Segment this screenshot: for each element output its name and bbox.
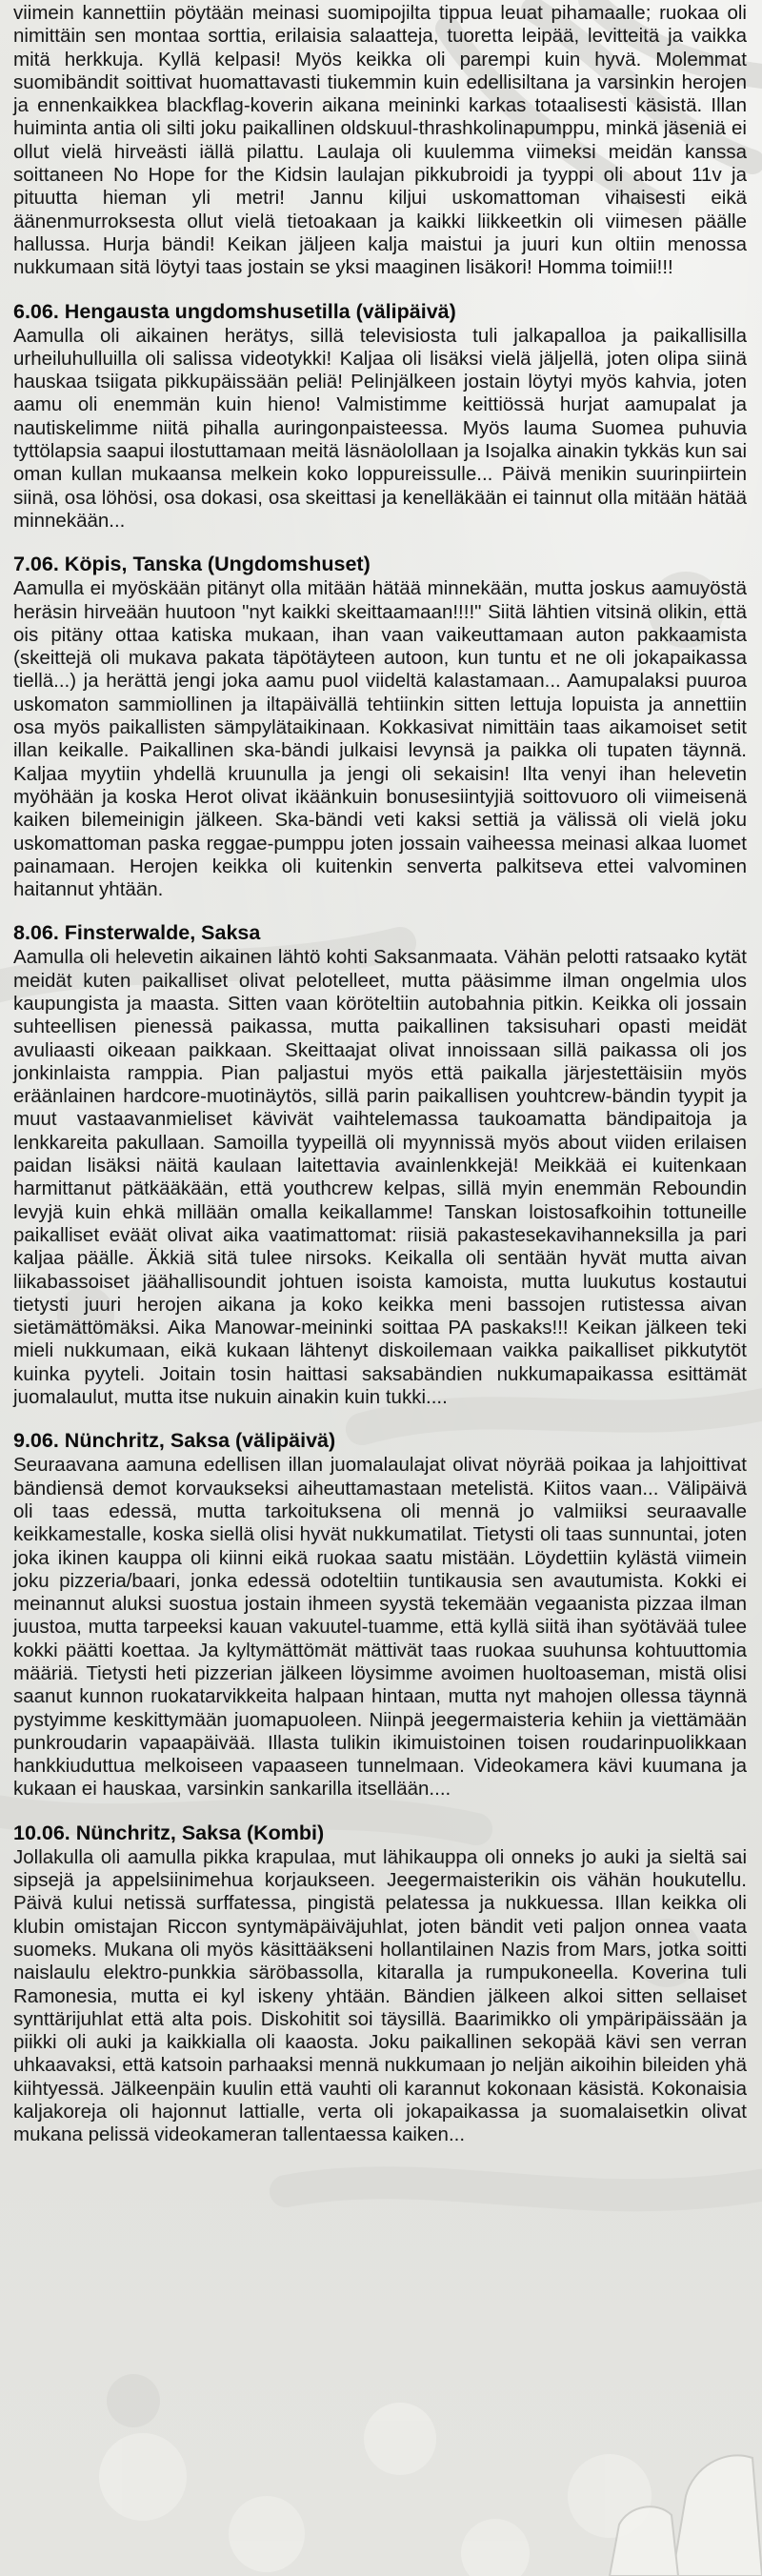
diary-entry-heading: 7.06. Köpis, Tanska (Ungdomshuset) [13,553,371,576]
diary-entry [13,552,747,901]
diary-entry [13,299,747,533]
diary-entry-text: Aamulla ei myöskään pitänyt olla mitään hätää minnekään, mutta joskus aamuyöstä heräsin hirveään huutoon "nyt kaikki skeittaamaan!!!!" Siitä lähtien vitsinä olikin, että ois pitäny ottaa katiska mukaan, ihan vaan vaikeuttamaan auton pakkaamista (skeittejä oli mukava pakata täpötäyteen autoon, kun tuntu et ne oli jokapaikassa tiellä...) ja herättä jengi joka aamu puol viideltä kalastamaan... Aamupalaksi puuroa uskomaton sammiollinen ja iltapäivällä tehtiinkin sitten lettuja lopuista ja annettiin osa myös paikallisten sämpylätaikinaan. Kokkasivat nimittäin taas aikamoiset setit illan keikalle. Paikallinen ska-bändi julkaisi levynsä ja paikka oli tupaten täynnä. Kaljaa myytiin yhdellä kruunulla ja jengi oli sekaisin! Ilta venyi ihan helevetin myöhään ja koska Herot olivat ikäänkuin bonusesiintyjiä soittovuoro oli viimeisenä kaiken bilemeinigin jälkeen. Ska-bändi veti kaksi settiä ja välissä oli vielä joku uskomattoman paska reggae-pumppu joten jossain vaiheessa meinasi alkaa luomet painamaan. Herojen keikka oli kuitenkin senverta palkitseva ettei valvominen haitannut yhtään. [13,577,747,901]
diary-entry [13,1821,747,2147]
article-column [13,2,747,2166]
diary-entry-heading: 8.06. Finsterwalde, Saksa [13,921,261,945]
diary-entry-text: Jollakulla oli aamulla pikka krapulaa, mut lähikauppa oli onneks jo auki ja sieltä sai sipsejä ja appelsiinimehua korjaukseen. Jeegermaisterikin ois vähän houkutellu. Päivä kului netissä surffatessa, pingistä pelatessa ja nukkuessa. Illan keikka oli klubin omistajan Riccon syntymäpäiväjuhlat, joten bändit veti paljon onnea vaata suomeks. Mukana oli myös käsittääkseni hollantilainen Nazis from Mars, jotka soitti naislaulu elektro-punkkia säröbassolla, kitaralla ja rumpukoneella. Koverina tuli Ramonesia, mutta ei kyl iskeny yhtään. Bändien jälkeen alkoi sitten sellaiset synttärijuhlat että alta pois. Diskohitit soi täysillä. Baarimikko oli ympäripäissään ja piikki oli auki ja kaikkialla oli kaaosta. Joku paikallinen sekopää kävi sen verran uhkaavaksi, että katsoin parhaaksi mennä nukkumaan jo neljän aikoihin bileiden yhä kiihtyessä. Jälkeenpäin kuulin että vauhti oli karannut kokonaan käsistä. Kokonaisia kaljakoreja oli hajonnut lattialle, verta oli jokapaikassa ja suomalaisetkin olivat mukana pelissä videokameran tallentaessa kaiken... [13,1845,747,2146]
diary-entry [13,920,747,1409]
article-intro-section [13,2,747,280]
diary-entry [13,1428,747,1801]
diary-entry-text: Aamulla oli aikainen herätys, sillä televisiosta tuli jalkapalloa ja paikallisilla urheiluhulluilla oli salissa videotykki! Kaljaa oli lisäksi vielä jäljellä, joten olipa siinä hauskaa tsiigata pikkupäissään peliä! Pelinjälkeen jostain löytyi myös kahvia, joten aamu oli enemmän kuin hieno! Valmistimme keittiössä hurjat aamupalat ja nautiskelimme niitä pihalla auringonpaisteessa. Myös lauma Suomea puhuvia tyttölapsia saapui ilostuttamaan meitä läsnäolollaan ja Isojalka ainakin tykkäs kun sai oman kullan mukaansa melkein koko loppureissulle... Päivä menikin suurinpiirtein siinä, osa löhösi, osa dokasi, osa skeittasi ja kenelläkään ei tainnut olla mitään hätää minnekään... [13,324,747,532]
diary-entry-text: Seuraavana aamuna edellisen illan juomalaulajat olivat nöyrää poikaa ja lahjoittivat bändiensä demot korvaukseksi aiheuttamastaan metelistä. Kiitos vaan... Välipäivä oli taas edessä, mutta tarkoituksena oli mennä jo valmiiksi seuraavalle keikkamestalle, koska siellä olisi hyvät nukkumatilat. Tietysti oli taas sunnuntai, joten joka ikinen kauppa oli kiinni eikä ruokaa saatu mistään. Löydettiin kylästä viimein joku pizzeria/baari, jonka edessä odoteltiin tuntikausia sen avautumista. Kokki ei meinannut aluksi suostua jostain ihmeen syystä tekemään vegaanista pizzaa ilman juustoa, mutta tarpeeksi kauan vakuutel-tuamme, että kyllä siitä ihan syötävää tulee kokki päätti koettaa. Ja kyltymättömät mättivät taas ruokaa suuhunsa kohtuuttomia määriä. Tietysti heti pizzerian jälkeen löysimme avoimen huoltoaseman, mistä olisi saanut kunnon ruokatarvikkeita halpaan hintaan, mutta nyt mahojen ollessa täynnä pystyimme keskittymään juomapuoleen. Niinpä jeegermaisteria kehiin ja viettämään punkroudarin vapaapäivää. Illasta tulikin ikimuistoinen toisen roudarinpuolikkaan hankkiuduttua melkoiseen vapaaseen tunnelmaan. Videokamera kävi kuumana ja kukaan ei hauskaa, varsinkin sankarilla itsellään.... [13,1454,747,1801]
diary-entry-heading: 6.06. Hengausta ungdomshusetilla (välipäivä) [13,299,456,323]
diary-entry-heading: 10.06. Nünchritz, Saksa (Kombi) [13,1821,325,1844]
diary-entry-heading: 9.06. Nünchritz, Saksa (välipäivä) [13,1429,336,1453]
article-intro-text: viimein kannettiin pöytään meinasi suomipojilta tippua leuat pihamaalle; ruokaa oli nimittäin sen montaa sorttia, erilaisia salaatteja, tuoretta leipää, levitteitä ja vaikka mitä herkkuja. Kyllä kelpasi! Myös keikka oli parempi kuin hyvä. Molemmat suomibändit soittivat huomattavasti tiukemmin kuin edellisiltana ja varsinkin herojen ja ennenkaikkea blackflag-koverin aikana meininki karkas totaalisesti käsistä. Illan huiminta antia oli silti joku paikallinen oldskuul-thrashkolinapumppu, minkä jäseniä ei ollut vielä hirveästi iällä pilattu. Laulaja oli kuulemma viimeksi meidän kanssa soittaneen No Hope for the Kidsin laulajan pikkubroidi ja tyyppi oli about 11v ja pituutta hieman yli metri! Jannu kiljui uskomattoman vihaisesti eikä äänenmurroksesta ollut vielä tietoakaan ja kaikki liikkeetkin oli viimesen päälle hallussa. Hurja bändi! Keikan jäljeen kalja maistui ja juuri kun oltiin menossa nukkumaan sitä löytyi taas jostain se yksi maaginen lisäkori! Homma toimii!!! [13,2,747,279]
diary-entry-text: Aamulla oli helevetin aikainen lähtö kohti Saksanmaata. Vähän pelotti ratsaako kytät meidät kuten paikalliset olivat pelotelleet, mutta pääsimme ilman ongelmia ulos kaupungista ja maasta. Sitten vaan köröteltiin autobahnia pitkin. Keikka oli jossain suhteellisen pienessä paikassa, mutta paikallinen taksisuhari opasti meidät avuliaasti oikeaan paikkaan. Skeittaajat olivat innoissaan sillä paikassa oli jos jonkinlaista ramppia. Pian paljastui myös että paikalla järjestettäisiin myös eräänlainen hardcore-muotinäytös, sillä parin paikallisen youhtcrew-bändin tyypit ja muut vastaavanmieliset kävivät vaihtelemassa taukoamatta bändipaitoja ja lenkkareita pakullaan. Samoilla tyypeillä oli myynnissä myös about viiden erilaisen paidan lisäksi näitä kaulaan laitettavia avainlenkkejä! Meikkää ei kuitenkaan harmittanut pätkääkään, että youthcrew kelpas, sillä myin enemmän Reboundin levyjä kuin ehkä millään omalla keikallamme! Tanskan loistosafkoihin tottuneille paikalliset eväät olivat aika vaatimattomat: riisiä pakastesekavihanneksilla ja pari kaljaa päälle. Äkkiä sitä tulee nirsoks. Keikalla oli sentään hyvät mutta aivan liikabassoiset jäähallisoundit johtuen isoista kamoista, mutta luukutus kostautui tietysti juuri herojen aikana ja koko keikka meni bassojen rutistessa aivan sietämättömäksi. Aika Manowar-meininki soittaa PA paskaks!!! Keikan jälkeen teki mieli nukkumaan, eikä kukaan lähtenyt diskoilemaan vaikka paikalliset pikkutytöt kuinka pyyteli. Joitain tosin haittasi saksabändien nukkumapaikassa esittämät juomalaulut, mutta itse nukuin ainakin kuin tukki.... [13,946,747,1409]
